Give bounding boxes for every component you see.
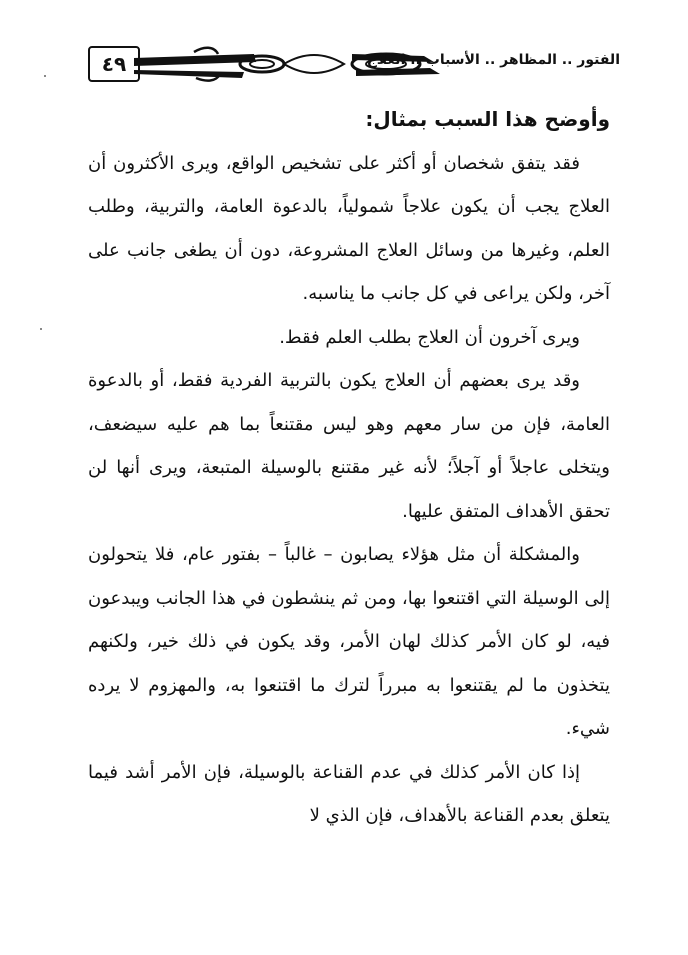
paragraph: إذا كان الأمر كذلك في عدم القناعة بالوسيلة، فإن الأمر أشد فيما يتعلق بعدم القناعة بالأهداف، فإن الذي لا bbox=[88, 761, 610, 826]
paragraph: ويرى آخرون أن العلاج بطلب العلم فقط. bbox=[279, 326, 580, 348]
page-header bbox=[70, 40, 622, 88]
text-body bbox=[88, 98, 610, 838]
scan-speck bbox=[44, 75, 46, 77]
paragraph: فقد يتفق شخصان أو أكثر على تشخيص الواقع، ويرى الأكثرون أن العلاج يجب أن يكون علاجاً شمولياً، بالدعوة العامة، والتربية، وطلب العلم، وغيرها من وسائل العلاج المشروعة، دون أن يطغى جانب على آخر، ولكن يراعى في كل جانب ما يناسبه. bbox=[88, 152, 610, 304]
section-heading: وأوضح هذا السبب بمثال: bbox=[365, 107, 610, 131]
running-title: الفتور .. المظاهر .. الأسباب .. العلاج bbox=[366, 52, 620, 68]
paragraph: وقد يرى بعضهم أن العلاج يكون بالتربية الفردية فقط، أو بالدعوة العامة، فإن من سار معهم وهو ليس مقتنعاً بما هم عليه سيضعف، ويتخلى عاجلاً أو آجلاً؛ لأنه غير مقتنع بالوسيلة المتبعة، ويرى أنها لن تحقق الأهداف المتفق عليها. bbox=[88, 370, 610, 522]
paragraph: والمشكلة أن مثل هؤلاء يصابون – غالباً – بفتور عام، فلا يتحولون إلى الوسيلة التي اقتنعوا بها، ومن ثم ينشطون في هذا الجانب ويبدعون فيه، لو كان الأمر كذلك لهان الأمر، وقد يكون في ذلك خير، ولكنهم يتخذون ما لم يقتنعوا به مبرراً لترك ما اقتنعوا به، والمهزوم لا يرده شيء. bbox=[88, 544, 610, 739]
page-number: ٤٩ bbox=[88, 46, 140, 82]
scan-speck bbox=[40, 328, 42, 330]
